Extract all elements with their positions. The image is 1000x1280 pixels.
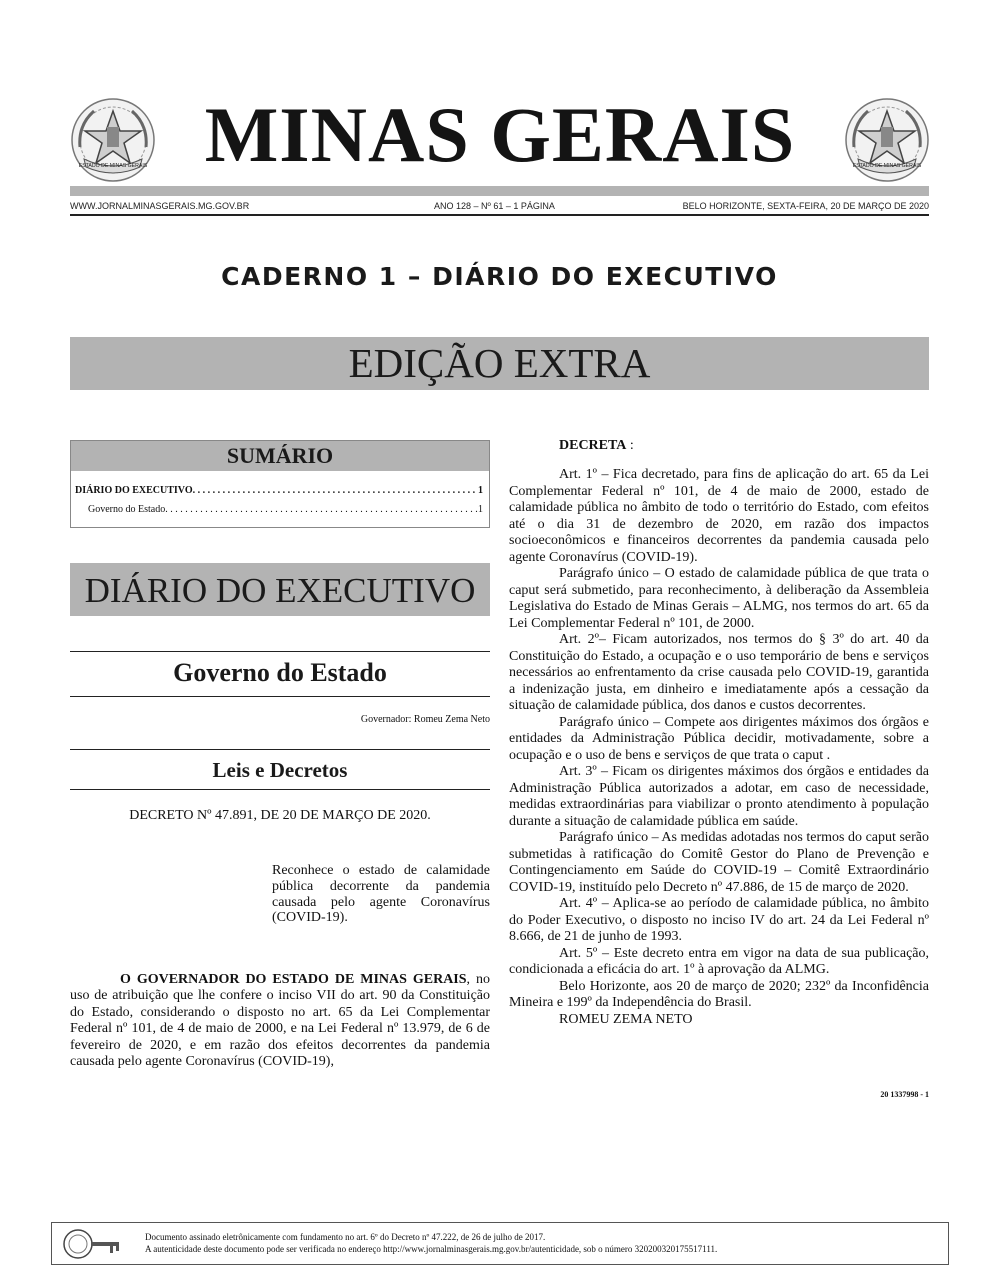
leis-decretos-heading: Leis e Decretos [212,758,348,782]
edicao-extra-banner: EDIÇÃO EXTRA [70,337,929,390]
state-seal-right-icon [844,97,930,183]
governador-line: Governador: Romeu Zema Neto [360,714,490,725]
divider [70,789,490,790]
svg-text:ESTADO DE MINAS GERAIS: ESTADO DE MINAS GERAIS [78,163,148,169]
decree-paragraph: Art. 1º – Fica decretado, para fins de aplicação do art. 65 da Lei Complementar Federal nº 101, de 4 de maio de 2000, estado de calamidade pública no âmbito de todo o território do Estado, com efeitos até o dia 31 de dezembro de 2020, em razão dos impactos socioeconômicos e financeiros decorrentes da pandemia causada pelo agente Coronavírus (COVID-19). [509,467,929,565]
masthead-grey-rule [70,186,929,196]
divider [70,651,490,652]
decreta-line [559,437,929,454]
divider [70,749,490,750]
svg-text:ESTADO DE MINAS GERAIS: ESTADO DE MINAS GERAIS [852,163,922,169]
sumario-leader-dots [165,503,478,517]
decree-paragraph: Parágrafo único – As medidas adotadas nos termos do caput serão submetidas à ratificação do Comitê Gestor do Plano de Prevenção e Contingenciamento em Saúde do COVID-19 – Comitê Extraordinário COVID-19, instituído pelo Decreto nº 47.886, de 15 de março de 2020. [509,830,929,895]
sumario-entry-page: 1 [478,485,483,496]
footer-signature-note: Documento assinado eletrônicamente com fundamento no art. 6º do Decreto nº 47.222, de 26 de julho de 2017. [145,1232,546,1242]
sumario-entry[interactable] [75,484,483,498]
decree-paragraph: Art. 4º – Aplica-se ao período de calamidade pública, no âmbito do Poder Executivo, o disposto no inciso IV do art. 24 da Lei Federal nº 8.666, de 21 de junho de 1993. [509,896,929,944]
diario-executivo-banner: DIÁRIO DO EXECUTIVO [70,563,490,616]
decreto-preambulo [70,972,490,1070]
decree-paragraph: Belo Horizonte, aos 20 de março de 2020; 232º da Inconfidência Mineira e 199º da Independência do Brasil. [509,978,929,1010]
decree-paragraph: Parágrafo único – Compete aos dirigentes máximos dos órgãos e entidades da Administração Pública decidir, motivadamente, sobre a ocupação e o uso de bens e serviços de que trata o caput . [509,714,929,763]
signature: ROMEU ZEMA NETO [559,1011,693,1027]
decree-paragraph: Art. 2º– Ficam autorizados, nos termos do § 3º do art. 40 da Constituição do Estado, a ocupação e o uso temporário de bens e serviços necessários ao enfrentamento da crise causada pelo COVID-19, garantida a indenização justa, em dinheiro e imediatamente após a cessação da situação de calamidade pública, dos danos e custos decorrentes. [509,632,929,713]
preambulo-bold: O GOVERNADOR DO ESTADO DE MINAS GERAIS [120,972,467,987]
decree-body [509,437,929,1028]
masthead-dark-rule [70,214,929,216]
sumario-entry-page: 1 [478,504,483,515]
sumario-entry[interactable] [88,503,483,517]
sumario-entry-label: DIÁRIO DO EXECUTIVO [75,485,193,496]
newspaper-title: MINAS GERAIS [204,91,796,178]
decreta-suffix: : [626,438,634,453]
sumario-leader-dots [193,484,478,498]
sumario-box [70,440,490,528]
decreta-label: DECRETA [559,438,627,453]
caderno-heading: CADERNO 1 – DIÁRIO DO EXECUTIVO [221,262,778,291]
decreto-ementa: Reconhece o estado de calamidade pública decorrente da pandemia causada pelo agente Coronavírus (COVID-19). [272,863,490,926]
publication-ref-code: 20 1337998 - 1 [880,1090,929,1099]
authentication-footer [51,1222,949,1265]
masthead-info-row [70,199,929,213]
preambulo-text: , no uso de atribuição que lhe confere o inciso VII do art. 90 da Constituição do Estado, considerando o disposto no art. 65 da Lei Complementar Federal nº 101, de 4 de maio de 2000, e na Lei Federal nº 13.979, de 6 de fevereiro de 2020, e em razão dos efeitos decorrentes da pandemia causada pelo agente Coronavírus (COVID-19), [70,972,490,1070]
state-seal-left-icon [70,97,156,183]
footer-authenticity-note: A autenticidade deste documento pode ser verificada no endereço http://www.jornalminasgerais.mg.gov.br/autenticidade, sob o número 320200320175517111. [145,1244,718,1254]
sumario-title: SUMÁRIO [71,441,489,471]
decree-paragraph: Art. 5º – Este decreto entra em vigor na data de sua publicação, condicionada a eficácia do art. 1º à aprovação da ALMG. [509,945,929,977]
decreto-title: DECRETO Nº 47.891, DE 20 DE MARÇO DE 2020. [129,808,431,823]
website-link[interactable]: WWW.JORNALMINASGERAIS.MG.GOV.BR [70,201,250,211]
governo-heading: Governo do Estado [173,658,387,687]
decree-paragraph: Art. 3º – Ficam os dirigentes máximos dos órgãos e entidades da Administração Pública autorizados a adotar, em caso de necessidade, medidas extraordinárias para viabilizar o pronto atendimento à população durante a situação de calamidade pública em saúde. [509,764,929,829]
authentication-key-icon [60,1226,124,1262]
edition-info: ANO 128 – Nº 61 – 1 PÁGINA [434,201,555,211]
decree-paragraph: Parágrafo único – O estado de calamidade pública de que trata o caput será submetido, para reconhecimento, à deliberação da Assembleia Legislativa do Estado de Minas Gerais – ALMG, nos termos do art. 65 da Lei Complementar Federal nº 101, de 2000. [509,566,929,631]
sumario-entry-label: Governo do Estado [88,504,166,515]
divider [70,696,490,697]
place-date: BELO HORIZONTE, SEXTA-FEIRA, 20 DE MARÇO DE 2020 [682,201,929,211]
